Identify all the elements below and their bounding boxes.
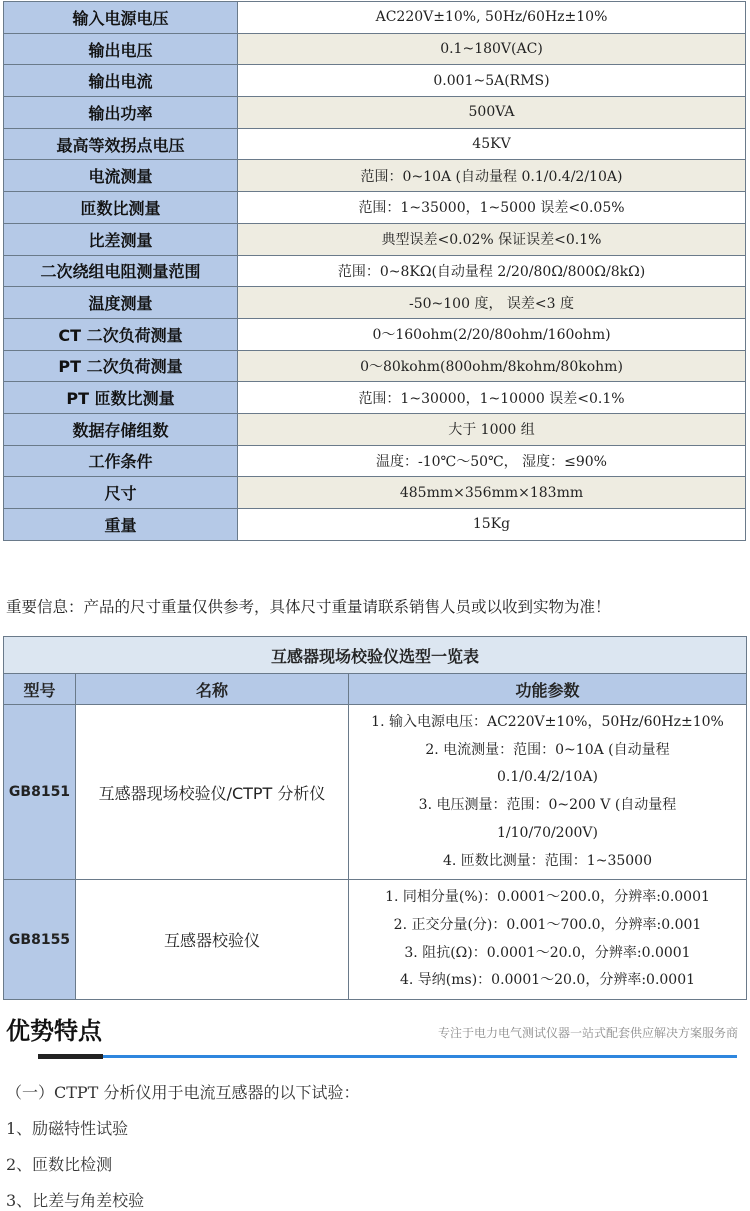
- spec-value: 0～160ohm(2/20/80ohm/160ohm): [238, 318, 746, 350]
- param-line: 0.1/0.4/2/10A): [497, 769, 598, 786]
- spec-label: 工作条件: [4, 445, 238, 477]
- spec-value: 温度：-10℃～50℃， 湿度：≤90%: [238, 445, 746, 477]
- spec-row: [4, 445, 746, 477]
- model-row: [4, 880, 747, 1000]
- spec-value: 大于 1000 组: [238, 413, 746, 445]
- spec-value: 500VA: [238, 97, 746, 129]
- spec-row: [4, 128, 746, 160]
- spec-label: 输出电压: [4, 33, 238, 65]
- spec-value: 45KV: [238, 128, 746, 160]
- model-id: GB8151: [4, 705, 76, 880]
- param-line: 1/10/70/200V): [497, 824, 598, 841]
- model-name: 互感器现场校验仪/CTPT 分析仪: [76, 705, 349, 880]
- spec-row: [4, 382, 746, 414]
- param-line: 4. 匝数比测量：范围：1~35000: [443, 852, 652, 869]
- feature-item: 2、匝数比检测: [6, 1155, 113, 1174]
- feature-intro: （一）CTPT 分析仪用于电流互感器的以下试验：: [6, 1083, 360, 1102]
- spec-label: 数据存储组数: [4, 413, 238, 445]
- feature-item: 3、比差与角差校验: [6, 1191, 145, 1210]
- spec-label: 重量: [4, 509, 238, 541]
- model-table-title: 互感器现场校验仪选型一览表: [4, 637, 747, 674]
- spec-label: 温度测量: [4, 287, 238, 319]
- spec-label: CT 二次负荷测量: [4, 318, 238, 350]
- spec-row: [4, 65, 746, 97]
- model-table-header-row: [4, 674, 747, 705]
- param-line: 4. 导纳(ms)：0.0001～20.0，分辨率:0.0001: [399, 972, 696, 989]
- header-name: 名称: [76, 674, 349, 705]
- spec-value: 范围：1~35000，1~5000 误差<0.05%: [238, 192, 746, 224]
- model-name: 互感器校验仪: [76, 880, 349, 1000]
- header-model: 型号: [4, 674, 76, 705]
- spec-label: 电流测量: [4, 160, 238, 192]
- header-params: 功能参数: [349, 674, 747, 705]
- param-line: 2. 电流测量：范围：0~10A (自动量程: [425, 741, 670, 758]
- spec-row: [4, 97, 746, 129]
- spec-label: 最高等效拐点电压: [4, 128, 238, 160]
- spec-label: 输出电流: [4, 65, 238, 97]
- spec-value: 范围：0~8KΩ(自动量程 2/20/80Ω/800Ω/8kΩ): [238, 255, 746, 287]
- spec-label: 输入电源电压: [4, 2, 238, 34]
- spec-row: [4, 192, 746, 224]
- spec-row: [4, 477, 746, 509]
- section-underline-dark: [38, 1054, 103, 1059]
- spec-label: 匝数比测量: [4, 192, 238, 224]
- spec-value: 485mm×356mm×183mm: [238, 477, 746, 509]
- model-row: [4, 705, 747, 880]
- notice-text: 重要信息：产品的尺寸重量仅供参考，具体尺寸重量请联系销售人员或以收到实物为准！: [6, 598, 611, 616]
- param-line: 3. 阻抗(Ω)：0.0001～20.0，分辨率:0.0001: [404, 944, 691, 961]
- spec-value: 典型误差<0.02% 保证误差<0.1%: [238, 223, 746, 255]
- spec-row: [4, 413, 746, 445]
- spec-label: 尺寸: [4, 477, 238, 509]
- section-title: 优势特点: [6, 1017, 102, 1045]
- model-params: [349, 705, 747, 880]
- param-line: 1. 输入电源电压：AC220V±10%，50Hz/60Hz±10%: [371, 714, 724, 730]
- spec-label: 输出功率: [4, 97, 238, 129]
- section-underline-blue: [103, 1055, 737, 1058]
- spec-value: 0.1~180V(AC): [238, 33, 746, 65]
- spec-row: [4, 287, 746, 319]
- spec-row: [4, 2, 746, 34]
- spec-table: [3, 1, 746, 541]
- feature-item: 1、励磁特性试验: [6, 1119, 129, 1138]
- model-params: [349, 880, 747, 1000]
- spec-row: [4, 33, 746, 65]
- spec-label: 比差测量: [4, 223, 238, 255]
- model-id: GB8155: [4, 880, 76, 1000]
- param-line: 2. 正交分量(分)：0.001～700.0，分辨率:0.001: [393, 916, 702, 933]
- spec-value: -50~100 度， 误差<3 度: [238, 287, 746, 319]
- spec-value: 范围：1~30000，1~10000 误差<0.1%: [238, 382, 746, 414]
- spec-label: PT 二次负荷测量: [4, 350, 238, 382]
- spec-row: [4, 223, 746, 255]
- model-table-caption-row: [4, 637, 747, 674]
- model-table: [3, 636, 747, 1000]
- spec-row: [4, 509, 746, 541]
- param-line: 3. 电压测量：范围：0~200 V (自动量程: [418, 797, 677, 814]
- spec-label: 二次绕组电阻测量范围: [4, 255, 238, 287]
- spec-value: 15Kg: [238, 509, 746, 541]
- spec-value: 范围：0~10A (自动量程 0.1/0.4/2/10A): [238, 160, 746, 192]
- spec-row: [4, 350, 746, 382]
- spec-value: 0～80kohm(800ohm/8kohm/80kohm): [238, 350, 746, 382]
- section-slogan: 专注于电力电气测试仪器一站式配套供应解决方案服务商: [437, 1026, 738, 1040]
- spec-row: [4, 318, 746, 350]
- spec-value: 0.001~5A(RMS): [238, 65, 746, 97]
- spec-row: [4, 255, 746, 287]
- spec-value: AC220V±10%, 50Hz/60Hz±10%: [238, 2, 746, 34]
- spec-label: PT 匝数比测量: [4, 382, 238, 414]
- spec-row: [4, 160, 746, 192]
- param-line: 1. 同相分量(%)：0.0001～200.0，分辨率:0.0001: [385, 889, 710, 906]
